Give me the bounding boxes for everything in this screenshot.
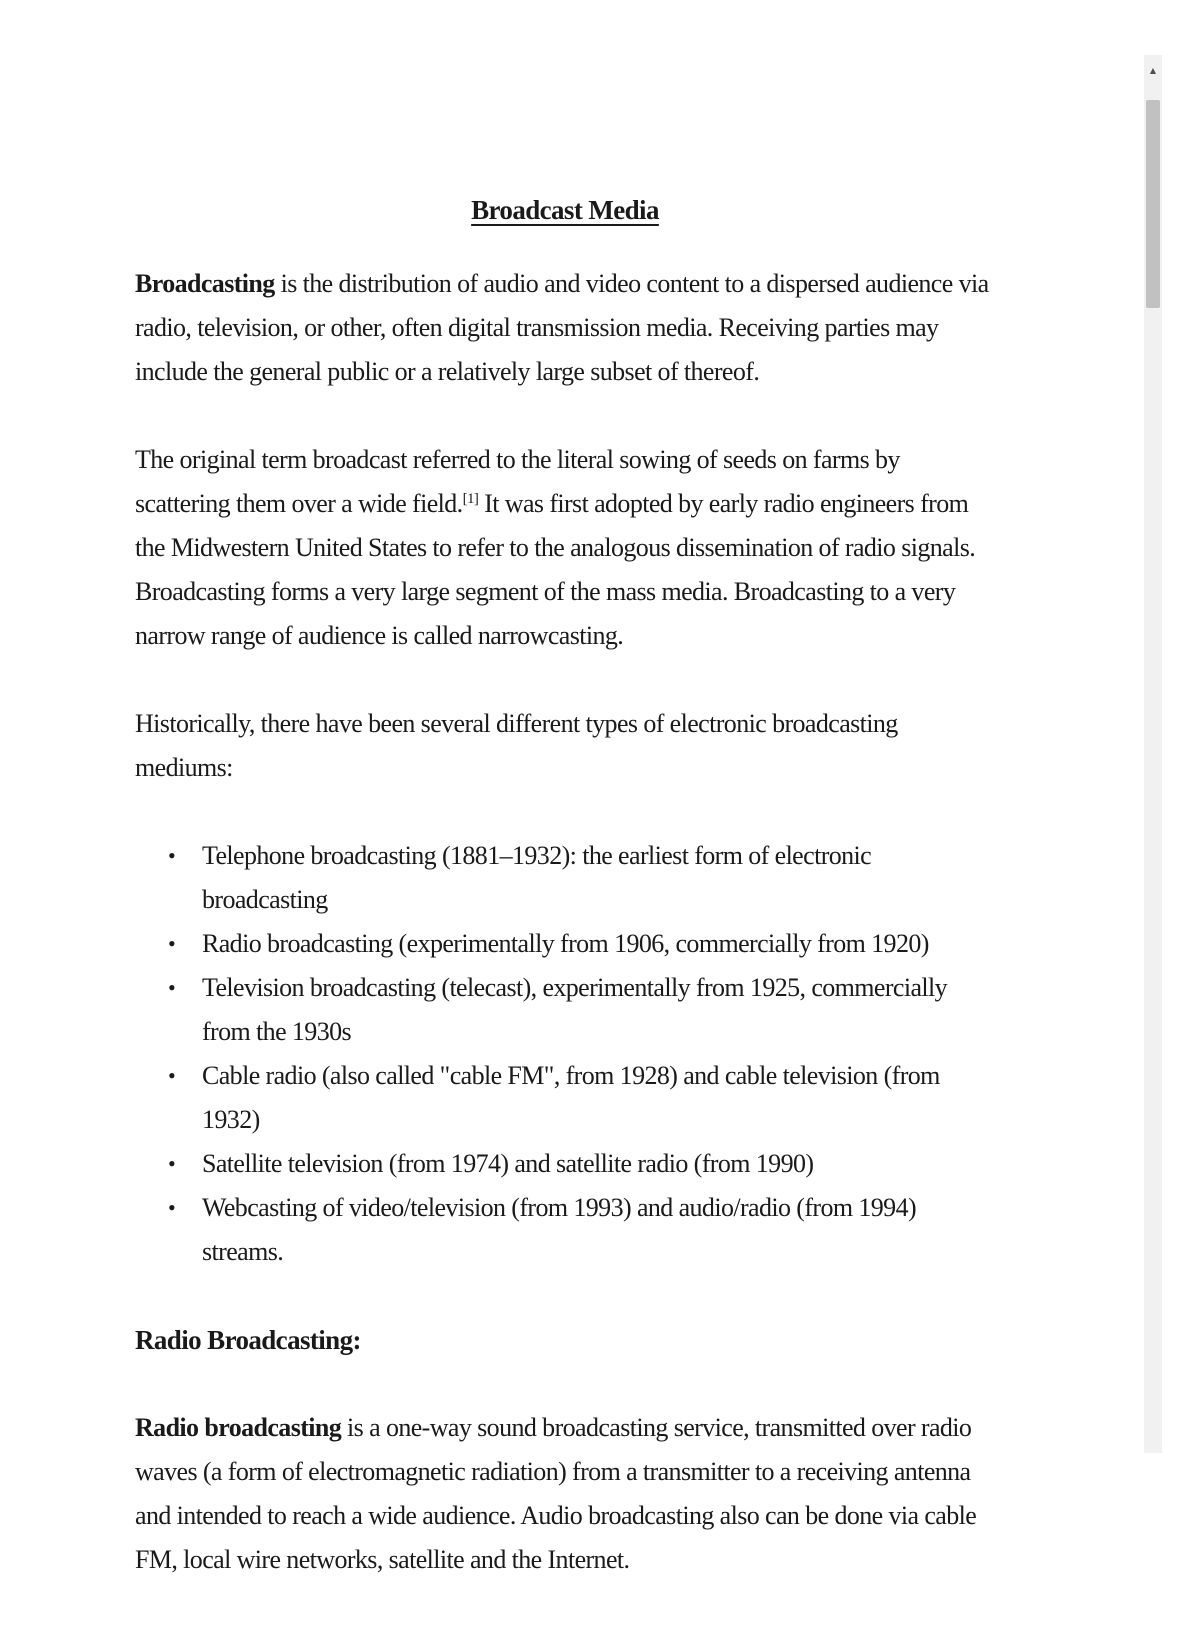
list-item: • Webcasting of video/television (from 1993) and audio/radio (from 1994) streams.: [135, 1186, 995, 1274]
origin-text-before: The original term broadcast referred to the literal sowing of seeds on farms by scattering them over a wide field.: [135, 445, 900, 518]
mediums-list: [135, 834, 995, 1274]
radio-paragraph: [135, 1406, 995, 1582]
radio-term: Radio broadcasting: [135, 1413, 342, 1442]
list-item: • Television broadcasting (telecast), experimentally from 1925, commercially from the 1930s: [135, 966, 995, 1054]
intro-text: is the distribution of audio and video content to a dispersed audience via radio, television, or other, often digital transmission media. Receiving parties may include the general public or a relatively large subset of thereof.: [135, 269, 989, 386]
scroll-thumb[interactable]: [1146, 100, 1160, 308]
intro-paragraph: [135, 262, 995, 394]
document-title: Broadcast Media: [471, 195, 659, 225]
list-item: • Radio broadcasting (experimentally from 1906, commercially from 1920): [135, 922, 995, 966]
radio-section-heading: Radio Broadcasting:: [135, 1325, 361, 1355]
origin-paragraph: [135, 438, 995, 658]
footnote-link[interactable]: [1]: [462, 491, 479, 507]
intro-term: Broadcasting: [135, 269, 275, 298]
list-item: • Telephone broadcasting (1881–1932): the earliest form of electronic broadcasting: [135, 834, 995, 922]
radio-text: is a one-way sound broadcasting service, transmitted over radio waves (a form of electromagnetic radiation) from a transmitter to a receiving antenna and intended to reach a wide audience. Audio broadcasting also can be done via cable FM, local wire networks, satellite and the Internet.: [135, 1413, 977, 1574]
origin-text-after: It was first adopted by early radio engineers from the Midwestern United States to refer to the analogous dissemination of radio signals. Broadcasting forms a very large segment of the mass media. Broadcasting to a very narrow range of audience is called narrowcasting.: [135, 489, 976, 650]
scroll-up-arrow-icon[interactable]: ▲: [1149, 65, 1157, 75]
history-intro: Historically, there have been several different types of electronic broadcasting mediums:: [135, 709, 898, 782]
vertical-scrollbar[interactable]: [1144, 55, 1162, 1453]
list-item: • Cable radio (also called "cable FM", from 1928) and cable television (from 1932): [135, 1054, 995, 1142]
list-item: • Satellite television (from 1974) and satellite radio (from 1990): [135, 1142, 995, 1186]
document-body: [135, 188, 995, 1626]
